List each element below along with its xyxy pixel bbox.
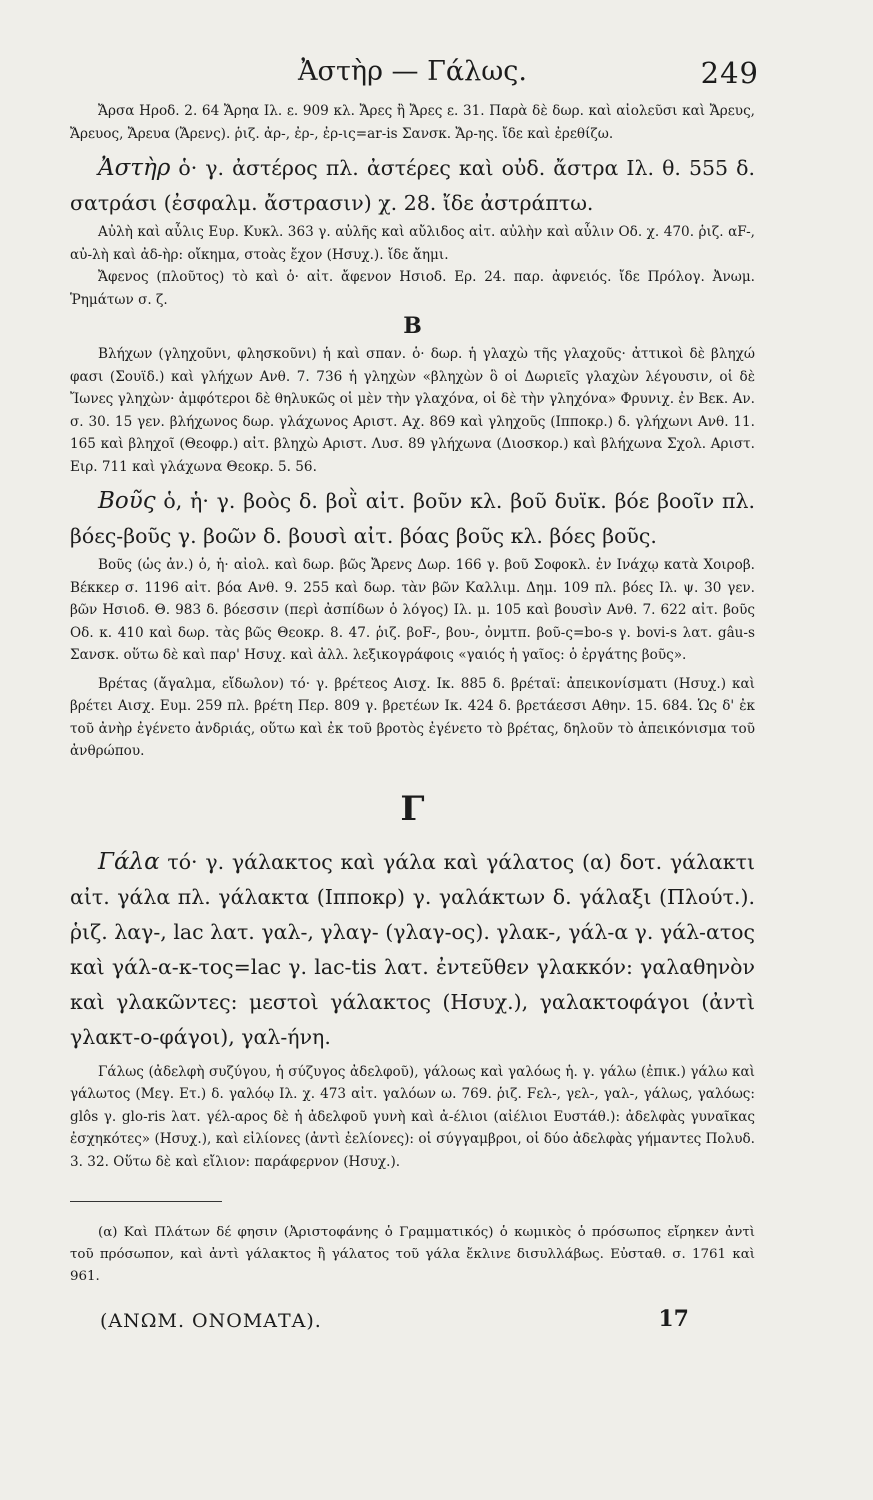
entry-text: ὁ, ἡ· γ. βοὸς δ. βοῒ αἰτ. βοῦν κλ. βοῦ δυϊκ. βόε βοοῖν πλ. βόες-βοῦς γ. βοῶν δ. βουσὶ αἰτ. βόας βοῦς κλ. βόες βοῦς. <box>70 489 755 548</box>
entry-bous <box>70 484 755 554</box>
page-number: 249 <box>700 56 759 90</box>
paragraph-ares: Ἄρσα Ηροδ. 2. 64 Ἄρηα Ιλ. ε. 909 κλ. Ἄρες ἢ Ἄρες ε. 31. Παρὰ δὲ δωρ. καὶ αἰολεῦσι καὶ Ἄρευς, Ἄρευος, Ἄρευα (Ἄρενς). ῥιζ. ἀρ-, ἐρ-, ἐρ-ις=ar-is Σανσκ. Ἄρ-ης. ἴδε καὶ ἐρεθίζω. <box>70 103 755 142</box>
page-header <box>70 50 759 100</box>
paragraph-blechon: Βλήχων (γληχοῦνι, φλησκοῦνι) ἡ καὶ σπαν. ὁ· δωρ. ἡ γλαχὼ τῆς γλαχοῦς· ἀττικοὶ δὲ βληχώ φασι (Σουϊδ.) καὶ γλήχων Ανθ. 7. 736 ἡ γληχὼν «βληχὼν ὃ οἱ Δωριεῖς γλαχὼν λέγουσιν, οἱ δὲ Ἴωνες γληχὼν· ἀμφότεροι δὲ θηλυκῶς οἱ μὲν τὴν γλαχόνα, οἱ δὲ τὴν γληχόνα» Φρυνιχ. ἐν Βεκ. Αν. σ. 30. 15 γεν. βλήχωνος δωρ. γλάχωνος Αριστ. Αχ. 869 καὶ γληχοῦς (Ιπποκρ.) δ. γλήχωνι Ανθ. 11. 165 καὶ βληχοῖ (Θεοφρ.) αἰτ. βληχὼ Αριστ. Λυσ. 89 γλήχωνα (Διοσκορ.) καὶ βλήχωνα Σχολ. Αριστ. Ειρ. 711 καὶ γλάχωνα Θεοκρ. 5. 56. <box>70 346 755 475</box>
footnote-divider <box>70 1201 222 1202</box>
entry-gala <box>70 845 755 1055</box>
paragraph-aphenos: Ἄφενος (πλοῦτος) τὸ καὶ ὁ· αἰτ. ἄφενον Ησιοδ. Ερ. 24. παρ. ἀφνειός. ἴδε Πρόλογ. Ἀνωμ. Ῥημάτων σ. ζ. <box>70 269 755 308</box>
paragraph-bous-detail: Βοῦς (ὡς ἀν.) ὁ, ἡ· αἰολ. καὶ δωρ. βῶς Ἄρενς Δωρ. 166 γ. βοῦ Σοφοκλ. ἐν Ινάχῳ κατὰ Χοιροβ. Βέκκερ σ. 1196 αἰτ. βόα Ανθ. 9. 255 καὶ δωρ. τὰν βῶν Καλλιμ. Δημ. 109 πλ. βόες Ιλ. ψ. 30 γεν. βῶν Ησιοδ. Θ. 983 δ. βόεσσιν (περὶ ἀσπίδων ὁ λόγος) Ιλ. μ. 105 καὶ βουσὶν Ανθ. 7. 622 αἰτ. βοῦς Οδ. κ. 410 καὶ δωρ. τὰς βῶς Θεοκρ. 8. 47. ῥιζ. βοF-, βου-, ὀνμτπ. βοῦ-ς=bo-s γ. bovi-s λατ. gâu-s Σανσκ. οὕτω δὲ καὶ παρ' Ησυχ. καὶ ἀλλ. λεξικογράφοις «γαιός ἡ γαῖος: ὁ ἐργάτης βοῦς». <box>70 557 755 663</box>
section-letter-b: Β <box>403 313 422 339</box>
entry-text: τό· γ. γάλακτος καὶ γάλα καὶ γάλατος (α) δοτ. γάλακτι αἰτ. γάλα πλ. γάλακτα (Ιπποκρ) γ. γαλάκτων δ. γάλαξι (Πλούτ.). ῥιζ. λαγ-, lac λατ. γαλ-, γλαγ- (γλαγ-ος). γλακ-, γάλ-α γ. γάλ-ατος καὶ γάλ-α-κ-τος=lac γ. lac-tis λατ. ἐντεῦθεν γλακκόν: γαλαθηνὸν καὶ γλακῶντες: μεστοὶ γάλακτος (Ησυχ.), γαλακτοφάγοι (ἀντὶ γλακτ-ο-φάγοι), γαλ-ήνη. <box>70 849 755 1049</box>
paragraph-galos: Γάλως (ἀδελφὴ συζύγου, ἡ σύζυγος ἀδελφοῦ), γάλοως καὶ γαλόως ἡ. γ. γάλω (ἐπικ.) γάλω καὶ γάλωτος (Μεγ. Ετ.) δ. γαλόῳ Ιλ. χ. 473 αἰτ. γαλόων ω. 769. ῥιζ. Fελ-, γελ-, γαλ-, γάλως, γαλόως: glôs γ. glo-ris λατ. γέλ-αρος δὲ ἡ ἀδελφοῦ γυνὴ καὶ ἀ-έλιοι (αἰέλιοι Ευστάθ.): ἀδελφὰς γυναῖκας ἐσχηκότες» (Ησυχ.), καὶ εἰλίονες (ἀντὶ ἐελίονες): οἱ σύγγαμβροι, οἱ δύο ἀδελφὰς γήμαντες Πολυδ. 3. 32. Οὕτω δὲ καὶ εἴλιον: παράφερνον (Ησυχ.). <box>70 1063 755 1170</box>
paragraph-aule: Αὐλὴ καὶ αὖλις Ευρ. Κυκλ. 363 γ. αὐλῆς καὶ αὔλιδος αἰτ. αὐλὴν καὶ αὖλιν Οδ. χ. 470. ῥιζ. αF-, αὐ-λὴ καὶ ἀδ-ὴρ: οἴκημα, στοὰς ἔχον (Ησυχ.). ἴδε ἄημι. <box>70 224 755 263</box>
entry-aster <box>70 151 755 221</box>
entry-headword: Ἀστὴρ <box>98 155 171 181</box>
section-letter-g: Γ <box>400 788 425 829</box>
footnote: (α) Καὶ Πλάτων δέ φησιν (Ἀριστοφάνης ὁ Γραμματικός) ὁ κωμικὸς ὁ πρόσωπος εἴρηκεν ἀντὶ τοῦ πρόσωπον, καὶ ἀντὶ γάλακτος ἢ γάλατος τοῦ γάλα ἔκλινε δισυλλάβως. Εὐσταθ. σ. 1761 καὶ 961. <box>70 1225 755 1284</box>
running-title: Ἀστὴρ — Γάλως. <box>298 56 527 87</box>
signature: (ΑΝΩΜ. ΟΝΟΜΑΤΑ). <box>100 1310 322 1332</box>
signature-mark: 17 <box>658 1306 689 1332</box>
page-footer <box>70 1304 755 1344</box>
entry-text: ὁ· γ. ἀστέρος πλ. ἀστέρες καὶ οὐδ. ἄστρα Ιλ. θ. 555 δ. σατράσι (ἐσφαλμ. ἄστρασιν) χ. 28. ἴδε ἀστράπτω. <box>70 156 755 215</box>
entry-headword: Γάλα <box>98 848 160 875</box>
entry-headword: Βοῦς <box>98 488 156 514</box>
paragraph-bretas: Βρέτας (ἄγαλμα, εἴδωλον) τό· γ. βρέτεος Αισχ. Ικ. 885 δ. βρέταϊ: ἀπεικονίσματι (Ησυχ.) καὶ βρέτει Αισχ. Ευμ. 259 πλ. βρέτη Περ. 809 γ. βρετέων Ικ. 424 δ. βρετάεσσι Αθην. 15. 684. Ὡς δ' ἐκ τοῦ ἀνὴρ ἐγένετο ἀνδριάς, οὕτω καὶ ἐκ τοῦ βροτὸς ἐγένετο τὸ βρέτας, δηλοῦν τὸ ἀπεικόνισμα τοῦ ἀνθρώπου. <box>70 675 755 759</box>
